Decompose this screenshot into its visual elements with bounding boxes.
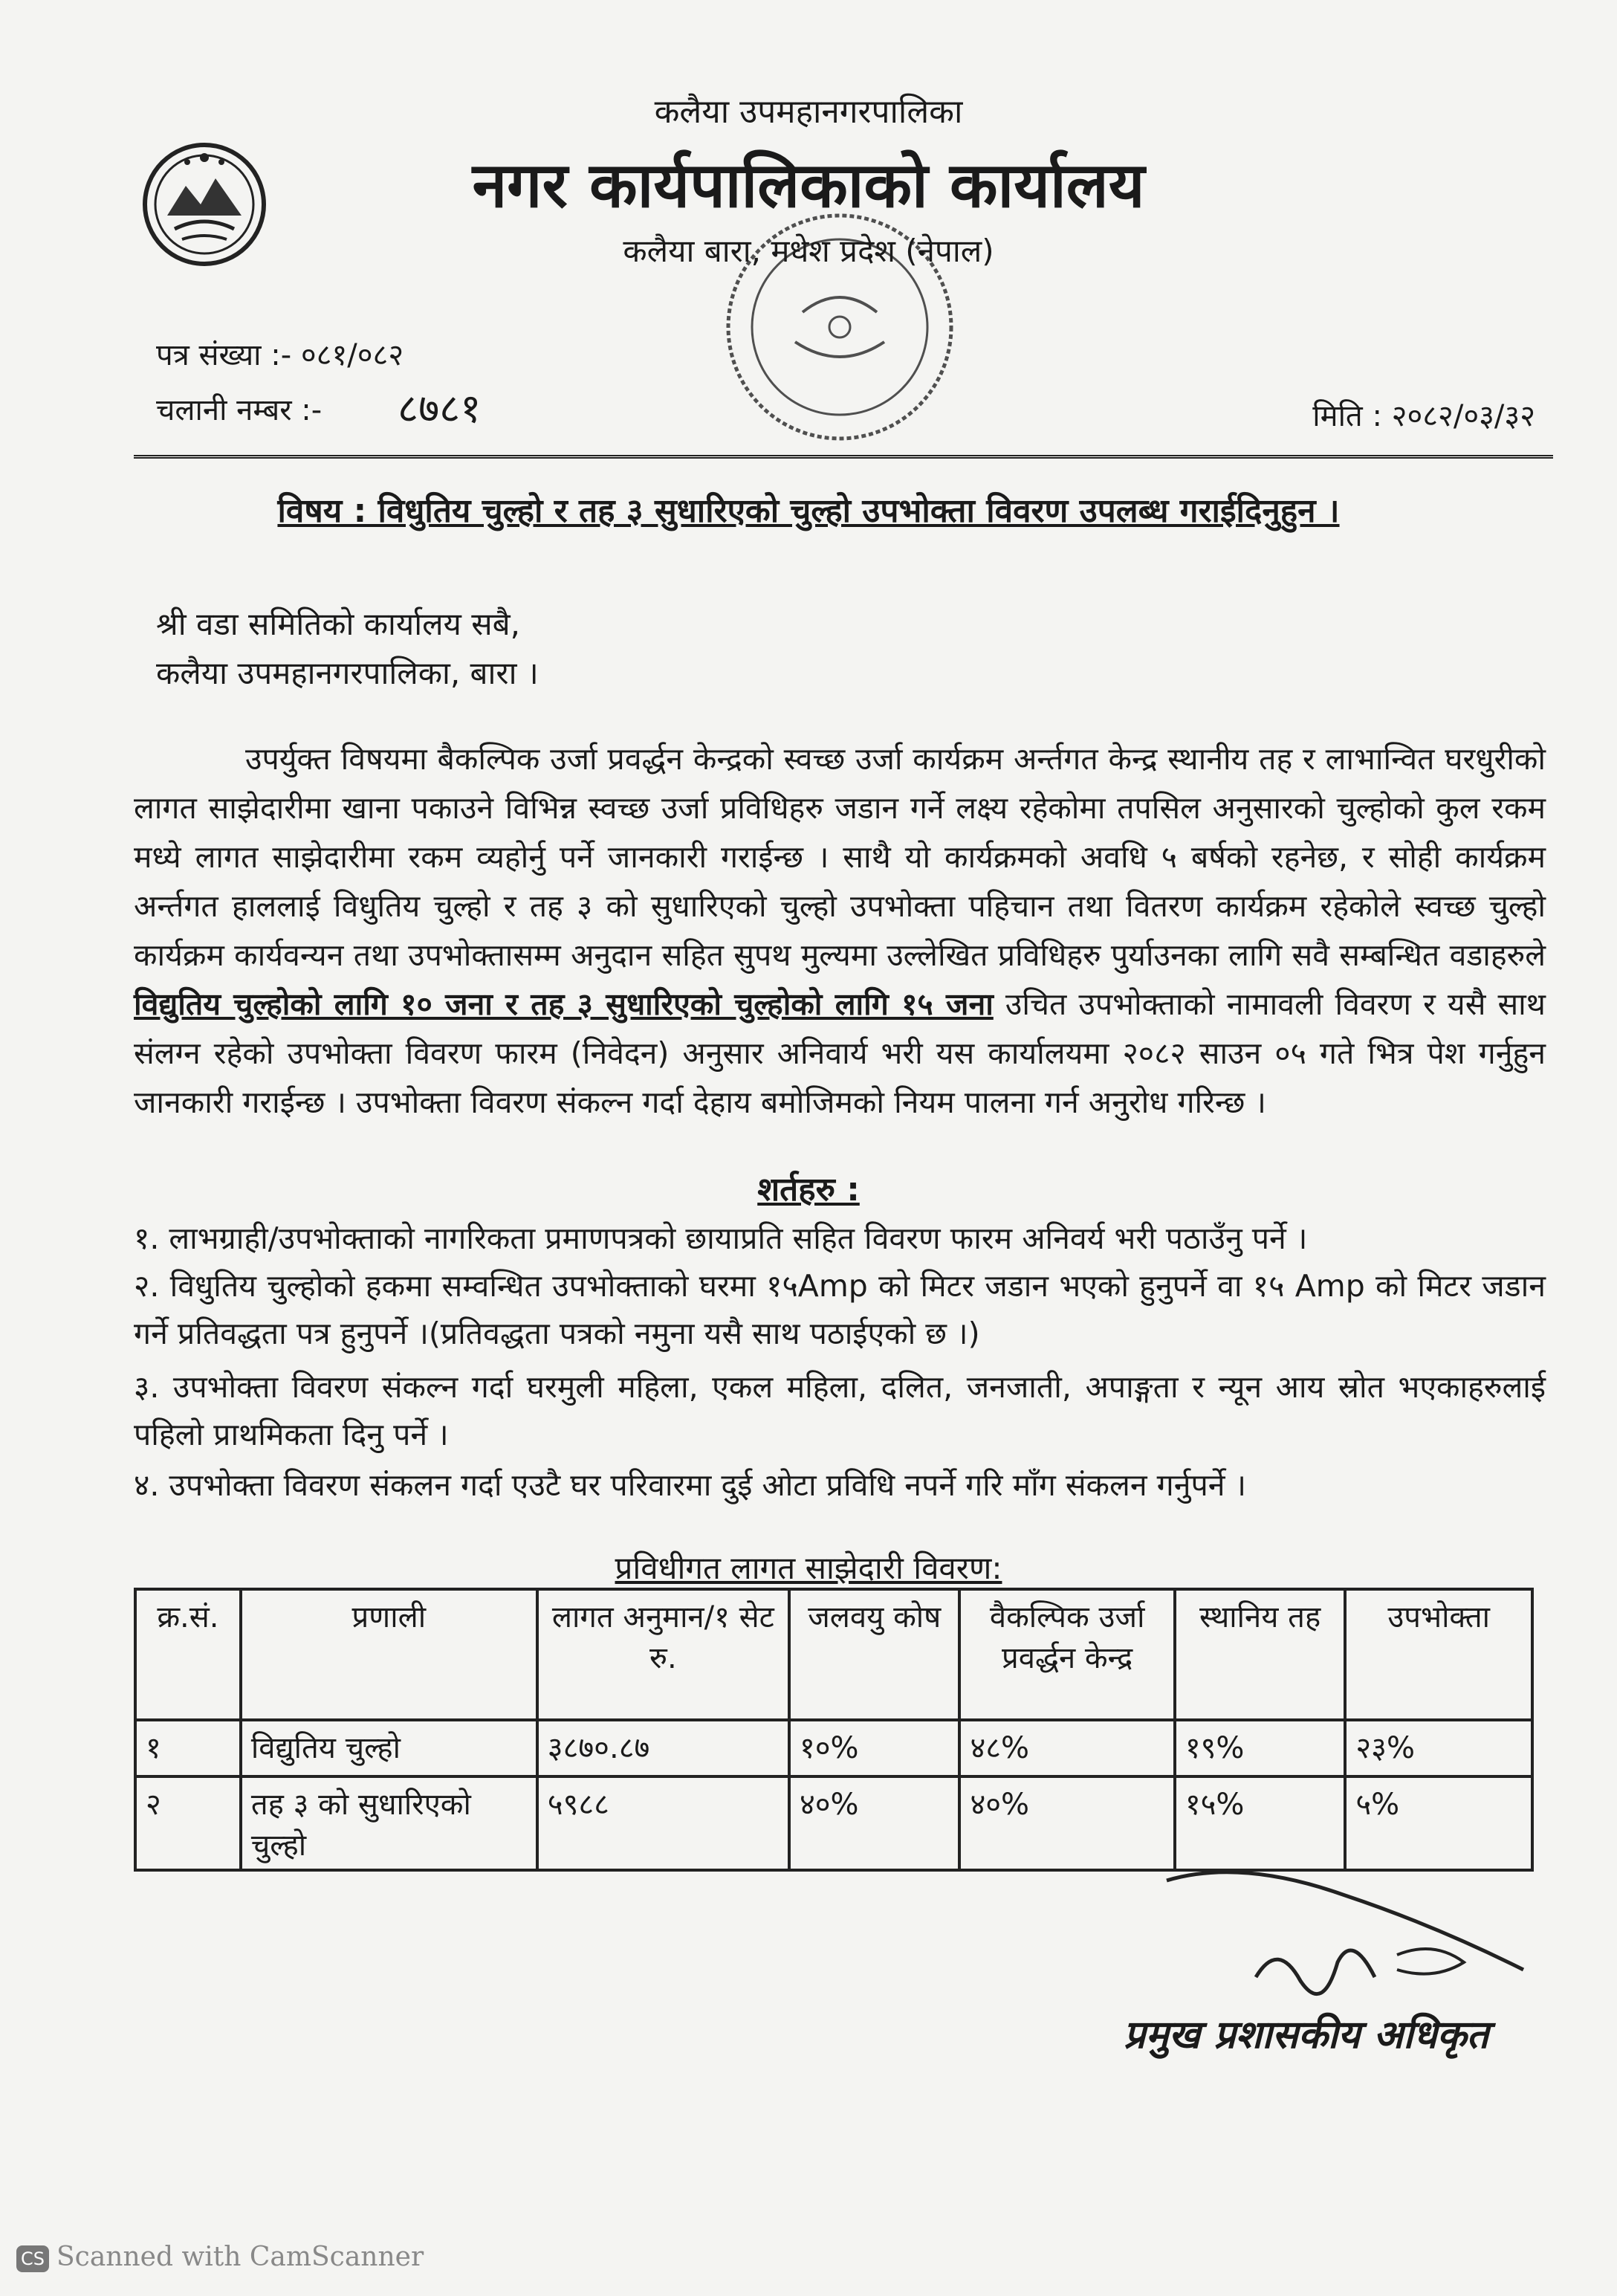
signatory-title: प्रमुख प्रशासकीय अधिकृत	[1124, 2013, 1489, 2057]
municipality-name: कलैया उपमहानगरपालिका	[654, 93, 963, 131]
table-title: प्रविधीगत लागत साझेदारी विवरण:	[615, 1550, 1002, 1586]
column-header: वैकल्पिक उर्जा प्रवर्द्धन केन्द्र	[959, 1589, 1174, 1720]
table-header-row	[135, 1589, 1532, 1720]
table-cell: तह ३ को सुधारिएको चुल्हो	[241, 1776, 537, 1870]
column-header: जलवयु कोष	[789, 1589, 960, 1720]
office-address: कलैया बारा, मधेश प्रदेश (नेपाल)	[623, 233, 994, 269]
camscanner-logo: CS	[16, 2245, 49, 2272]
table-cell: ४०%	[959, 1776, 1174, 1870]
body-paragraph	[134, 734, 1546, 1127]
dispatch-label: चलानी नम्बर :-	[156, 393, 323, 427]
column-header: लागत अनुमान/१ सेट रु.	[537, 1589, 789, 1720]
office-title: नगर कार्यपालिकाको कार्यालय	[472, 149, 1145, 221]
table-cell: ५%	[1345, 1776, 1532, 1870]
column-header: उपभोक्ता	[1345, 1589, 1532, 1720]
table-cell: ५९८८	[537, 1776, 789, 1870]
dispatch-number: ८७८१	[398, 385, 482, 432]
body-highlight: विद्युतिय चुल्होको लागि १० जना र तह ३ सुधारिएको चुल्होको लागि १५ जना	[134, 986, 994, 1022]
condition-item: २. विधुतिय चुल्होको हकमा सम्वन्धित उपभोक्ताको घरमा १५Amp को मिटर जडान भएको हुनुपर्ने वा १५ Amp को मिटर जडान गर्ने प्रतिवद्धता पत्र हुनुपर्ने ।(प्रतिवद्धता पत्रको नमुना यसै साथ पठाईएको छ ।)	[134, 1268, 1546, 1351]
condition-item: १. लाभग्राही/उपभोक्ताको नागरिकता प्रमाणपत्रको छायाप्रति सहित विवरण फारम अनिवर्य भरी पठाउँनु पर्ने ।	[134, 1220, 1308, 1256]
addressee-line-1: श्री वडा समितिको कार्यालय सबै,	[156, 606, 520, 642]
letter-subject: विषय : विधुतिय चुल्हो र तह ३ सुधारिएको चुल्हो उपभोक्ता विवरण उपलब्ध गराईदिनुहुन ।	[277, 492, 1340, 530]
addressee-line-2: कलैया उपमहानगरपालिका, बारा ।	[156, 655, 539, 691]
table-row	[135, 1720, 1532, 1776]
column-header: क्र.सं.	[135, 1589, 241, 1720]
table-cell: ४०%	[789, 1776, 960, 1870]
table-cell: २	[135, 1776, 241, 1870]
table-cell: १५%	[1175, 1776, 1346, 1870]
conditions-heading: शर्तहरु :	[757, 1171, 860, 1209]
column-header: प्रणाली	[241, 1589, 537, 1720]
header-divider	[134, 455, 1553, 459]
table-cell: १०%	[789, 1720, 960, 1776]
table-cell: ४८%	[959, 1720, 1174, 1776]
scanner-watermark	[16, 2242, 424, 2272]
body-text-part1: उपर्युक्त विषयमा बैकल्पिक उर्जा प्रवर्द्धन केन्द्रको स्वच्छ उर्जा कार्यक्रम अर्न्तगत केन्द्र स्थानीय तह र लाभान्वित घरधुरीको लागत साझेदारीमा खाना पकाउने विभिन्न स्वच्छ उर्जा प्रविधिहरु जडान गर्ने लक्ष्य रहेकोमा तपसिल अनुसारको चुल्होको कुल रकम मध्ये लागत साझेदारीमा रकम व्यहोर्नु पर्ने जानकारी गराईन्छ । साथै यो कार्यक्रमको अवधि ५ बर्षको रहनेछ, र सोही कार्यक्रम अर्न्तगत हाललाई विधुतिय चुल्हो र तह ३ को सुधारिएको चुल्हो उपभोक्ता पहिचान तथा वितरण कार्यक्रम रहेकोले स्वच्छ चुल्हो कार्यक्रम कार्यवन्यन तथा उपभोक्तासम्म अनुदान सहित सुपथ मुल्यमा उल्लेखित प्रविधिहरु पुर्याउनका लागि सवै सम्बन्धित वडाहरुले	[134, 741, 1546, 973]
table-cell: ३८७०.८७	[537, 1720, 789, 1776]
cost-sharing-table	[134, 1588, 1534, 1872]
table-cell: विद्युतिय चुल्हो	[241, 1720, 537, 1776]
condition-item: ४. उपभोक्ता विवरण संकलन गर्दा एउटै घर परिवारमा दुई ओटा प्रविधि नपर्ने गरि माँग संकलन गर्नुपर्ने ।	[134, 1467, 1247, 1503]
table-cell: १९%	[1175, 1720, 1346, 1776]
condition-item: ३. उपभोक्ता विवरण संकल्न गर्दा घरमुली महिला, एकल महिला, दलित, जनजाती, अपाङ्गता र न्यून आय स्रोत भएकाहरुलाई पहिलो प्राथमिकता दिनु पर्ने ।	[134, 1369, 1546, 1452]
scanner-text: Scanned with CamScanner	[56, 2242, 424, 2272]
body-text-part2: उचित उपभोक्ताको नामावली विवरण र यसै साथ संलग्न रहेको उपभोक्ता विवरण फारम (निवेदन) अनुसार अनिवार्य भरी यस कार्यालयमा २०८२ साउन ०५ गते भित्र पेश गर्नुहुन जानकारी गराईन्छ । उपभोक्ता विवरण संकल्न गर्दा देहाय बमोजिमको नियम पालना गर्न अनुरोध गरिन्छ ।	[134, 986, 1546, 1120]
letter-number: पत्र संख्या :- ०८१/०८२	[156, 338, 404, 372]
table-cell: २३%	[1345, 1720, 1532, 1776]
letter-date: मिति : २०८२/०३/३२	[1312, 399, 1535, 433]
table-cell: १	[135, 1720, 241, 1776]
column-header: स्थानिय तह	[1175, 1589, 1346, 1720]
